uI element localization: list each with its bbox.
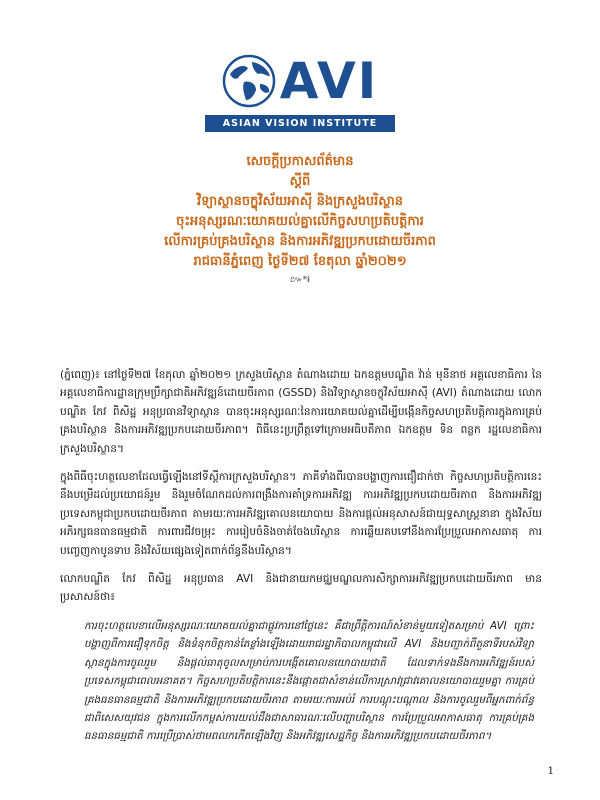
title-line: វិទ្យាស្ថានចក្ខុវិស័យអាស៊ី និងក្រសួងបរិស្ថាន bbox=[196, 194, 403, 209]
page-number: 1 bbox=[547, 766, 554, 777]
title-line: ស្តីពី bbox=[289, 174, 311, 189]
body-paragraph: លោកបណ្ឌិត កែវ ពិសិដ្ឋ អនុប្រធាន AVI និងជានាយកមជ្ឈមណ្ឌលការសិក្សាការអភិវឌ្ឍប្រកបដោយចីរភាព មានប្រសាសន៍ថា៖ bbox=[60, 573, 542, 604]
article-body bbox=[60, 366, 542, 756]
quote-block: ការចុះហត្ថលេខាលើអនុស្សរណៈយោគយល់គ្នាជាផ្លូវការនៅថ្ងៃនេះ គឺជាព្រឹត្តិការណ៍សំខាន់មួយទៀតសម្រាប់ AVI ព្រោះបង្ហាញពីការជឿទុកចិត្ត និងទំនុកចិត្តកាន់តែខ្លាំងឡើងដោយរាជរដ្ឋាភិបាលកម្ពុជាលើ AVI និងបញ្ជាក់ពីតួនាទីរបស់វិទ្យាស្ថានក្នុងការចូលរួម និងផ្តល់ធាតុចូលសម្រាប់ការបង្កើតគោលនយោបាយជាតិ ដែលទាក់ទងនឹងការអភិវឌ្ឍន៍របស់ប្រទេសកម្ពុជាពេលអនាគត។ កិច្ចសហប្រតិបត្តិការនេះនឹងផ្តោតជាសំខាន់លើការស្រាវជ្រាវគោលនយោបាយរួមគ្នា ការគ្រប់គ្រងធនធានធម្មជាតិ និងការអភិវឌ្ឍប្រកបដោយចីរភាព តាមរយៈការអប់រំ ការបណ្តុះបណ្តាល និងការចូលរួមពីអ្នកពាក់ព័ន្ធ ជាពិសេសយុវជន ក្នុងការលើកកម្ពស់ការយល់ដឹងជាសាធារណៈលើបញ្ហាបរិស្ថាន ការប្រែប្រួលអាកាសធាតុ ការគ្រប់គ្រងធនធានធម្មជាតិ ការប្រើប្រាស់ថាមពលកកើតឡើងវិញ និងអភិវឌ្ឍសេដ្ឋកិច្ច និងការអភិវឌ្ឍប្រកបដោយចីរភាព។ bbox=[84, 619, 534, 743]
title-line: រាជធានីភ្នំពេញ ថ្ងៃទី២៧ ខែតុលា ឆ្នាំ២០២១ bbox=[193, 254, 407, 269]
avi-logo bbox=[200, 50, 400, 138]
globe-icon bbox=[222, 54, 276, 108]
ornament-divider: ៚*៛ bbox=[289, 275, 311, 285]
body-paragraph: ក្នុងពិធីចុះហត្ថលេខាដែលធ្វើឡើងនៅទីស្តីការក្រសួងបរិស្ថាន។ ភាគីទាំងពីរបានបង្ហាញការជឿជាក់ថា កិច្ចសហប្រតិបត្តិការនេះនឹងបម្រើដល់ប្រយោជន៍រួម និងរួមចំណែកដល់ការពង្រឹងការគាំទ្រការអភិវឌ្ឍ ការអភិវឌ្ឍប្រកបដោយចីរភាព និងការអភិវឌ្ឍប្រទេសកម្ពុជាប្រកបដោយចីរភាព តាមរយៈការអភិវឌ្ឍគោលនយោបាយ និងការផ្តល់អនុសាសន៍ជាយុទ្ធសាស្ត្រនានា ក្នុងវិស័យអភិរក្សធនធានធម្មជាតិ ការពារជីវចម្រុះ ការរៀបចំនិងចាត់ចែងបរិស្ថាន ការឆ្លើយតបទៅនឹងការប្រែប្រួលអាកាសធាតុ ការបញ្ចេញកាបូនទាប និងវិស័យផ្សេងទៀតពាក់ព័ន្ធនឹងបរិស្ថាន។ bbox=[60, 471, 542, 557]
logo-tagline: ASIAN VISION INSTITUTE bbox=[205, 115, 395, 132]
title-line: លើការគ្រប់គ្រងបរិស្ថាន និងការអភិវឌ្ឍប្រកបដោយចីរភាព bbox=[164, 234, 436, 249]
logo-brand: AVI bbox=[279, 52, 379, 110]
body-paragraph: (ភ្នំពេញ)៖ នៅថ្ងៃទី២៧ ខែតុលា ឆ្នាំ២០២១ ក្រសួងបរិស្ថាន តំណាងដោយ ឯកឧត្តមបណ្ឌិត វ៉ាន់ មុនីនាថ អគ្គលេខាធិការ នៃអគ្គលេខាធិការដ្ឋានក្រុមប្រឹក្សាជាតិអភិវឌ្ឍន៍ដោយចីរភាព (GSSD) និងវិទ្យាស្ថានចក្ខុវិស័យអាស៊ី (AVI) តំណាងដោយ លោកបណ្ឌិត កែវ ពិសិដ្ឋ អនុប្រធានវិទ្យាស្ថាន បានចុះអនុស្សរណៈនៃការយោគយល់គ្នាដើម្បីបង្កើនកិច្ចសហប្រតិបត្តិការក្នុងការគ្រប់គ្រងបរិស្ថាន និងការអភិវឌ្ឍប្រកបដោយចីរភាព។ ពិធីនេះប្រព្រឹត្តទៅក្រោមអធិបតីភាព ឯកឧត្តម ទិន ពន្លក រដ្ឋលេខាធិការក្រសួងបរិស្ថាន។ bbox=[60, 369, 542, 455]
title-line: សេចក្តីប្រកាសព័ត៌មាន bbox=[246, 154, 354, 169]
press-release-header bbox=[60, 152, 540, 287]
title-line: ចុះអនុស្សរណៈយោគយល់គ្នាលើកិច្ចសហប្រតិបត្តិការ bbox=[176, 214, 424, 229]
